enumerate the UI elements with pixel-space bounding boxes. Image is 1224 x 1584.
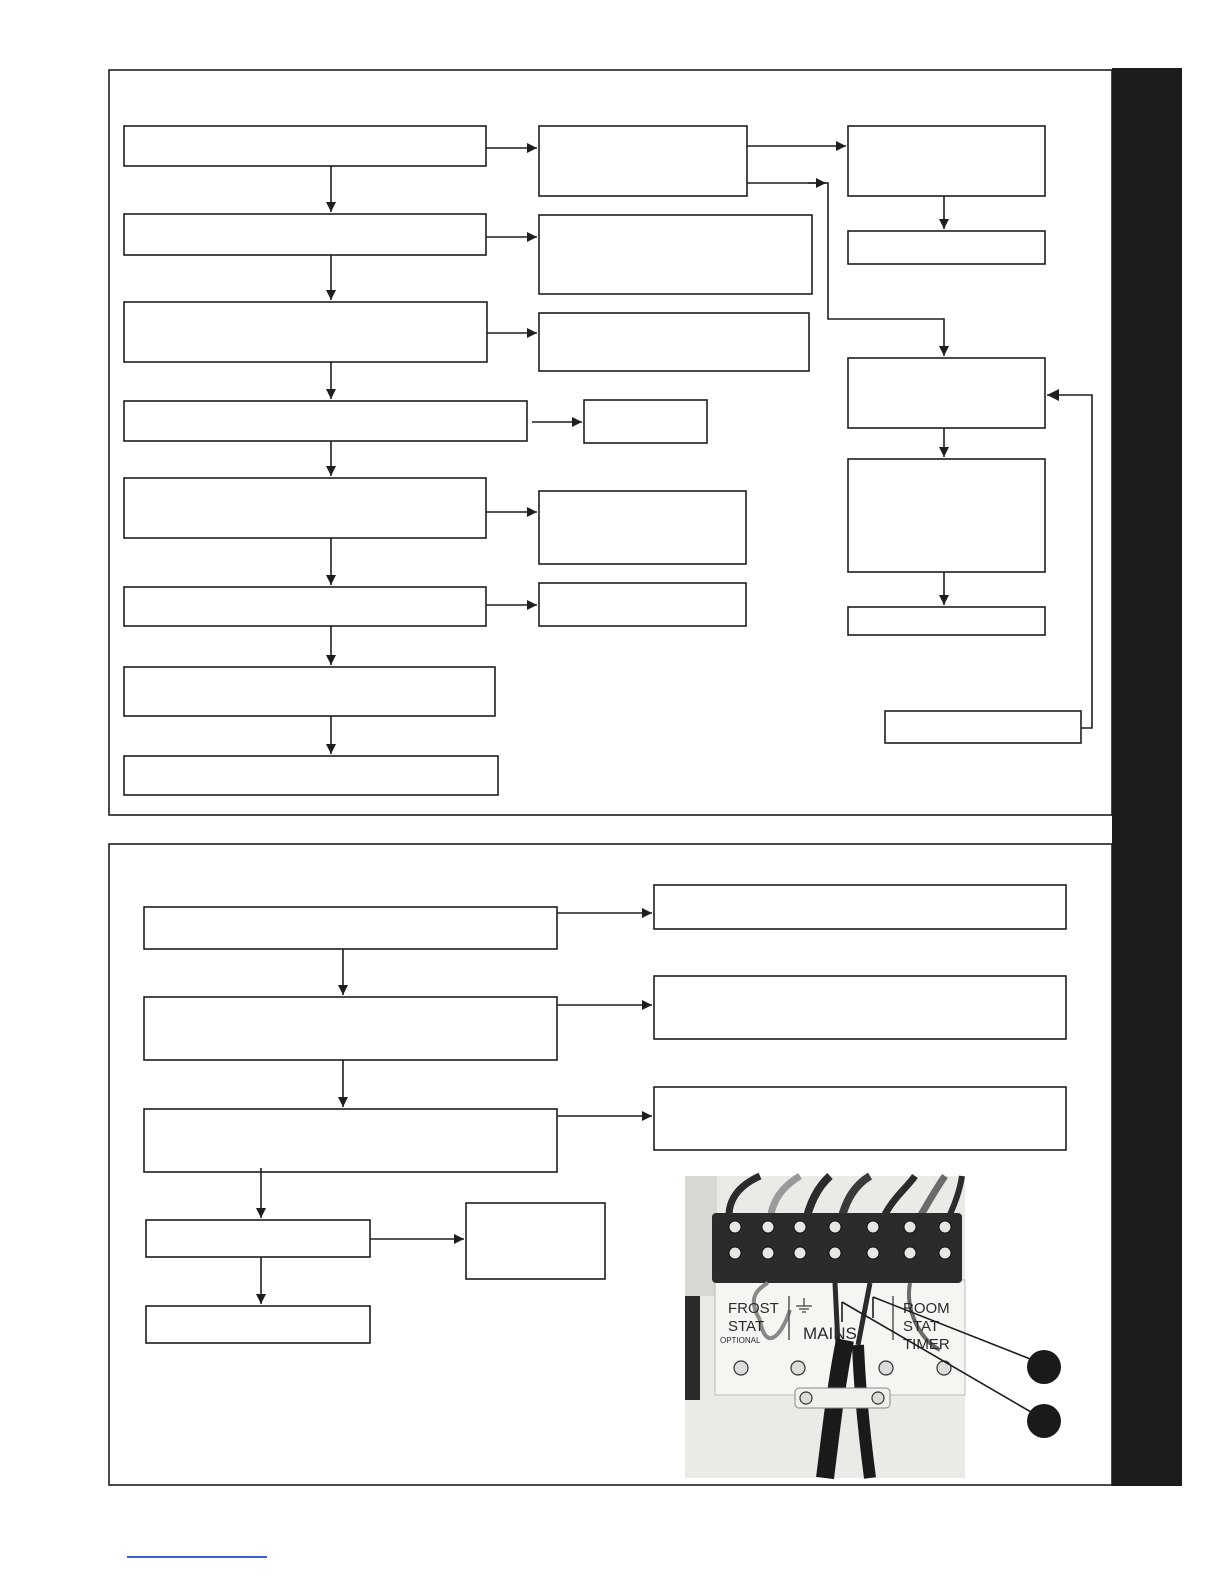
label-optional: OPTIONAL [720,1336,761,1345]
callout-marker-1 [1027,1350,1061,1384]
label-room-stat: STAT [903,1318,940,1335]
bottom-right-box-2 [654,976,1066,1039]
top-left-step-8 [124,756,498,795]
top-mid-box-6 [539,583,746,626]
wiring-photo [685,1176,965,1478]
top-mid-box-4 [584,400,707,443]
bottom-left-step-3 [144,1109,557,1172]
top-left-step-4 [124,401,527,441]
top-mid-box-3 [539,313,809,371]
top-right-box-6 [885,711,1081,743]
bottom-right-box-3 [654,1087,1066,1150]
bottom-panel [109,844,1112,1485]
top-mid-box-2 [539,215,812,294]
top-panel [109,70,1112,815]
bottom-right-box-1 [654,885,1066,929]
top-left-step-5 [124,478,486,538]
top-mid-box-5 [539,491,746,564]
top-right-box-4 [848,459,1045,572]
top-right-box-3 [848,358,1045,428]
top-right-box-1 [848,126,1045,196]
footer-rule [127,1556,267,1558]
top-left-step-6 [124,587,486,626]
label-frost-stat: STAT [728,1318,765,1335]
top-right-box-2 [848,231,1045,264]
bottom-left-step-5 [146,1306,370,1343]
top-left-step-2 [124,214,486,255]
top-mid-box-1 [539,126,747,196]
bottom-left-step-1 [144,907,557,949]
top-left-step-1 [124,126,486,166]
bottom-mid-box [466,1203,605,1279]
label-mains: MAINS [803,1324,857,1343]
label-timer: TIMER [903,1336,950,1353]
top-left-step-7 [124,667,495,716]
top-left-step-3 [124,302,487,362]
callout-marker-2 [1027,1404,1061,1438]
feedback-loop-arrow [1047,395,1092,728]
label-frost: FROST [728,1300,779,1317]
top-right-box-5 [848,607,1045,635]
bottom-left-step-2 [144,997,557,1060]
bottom-left-step-4 [146,1220,370,1257]
label-room: ROOM [903,1300,950,1317]
